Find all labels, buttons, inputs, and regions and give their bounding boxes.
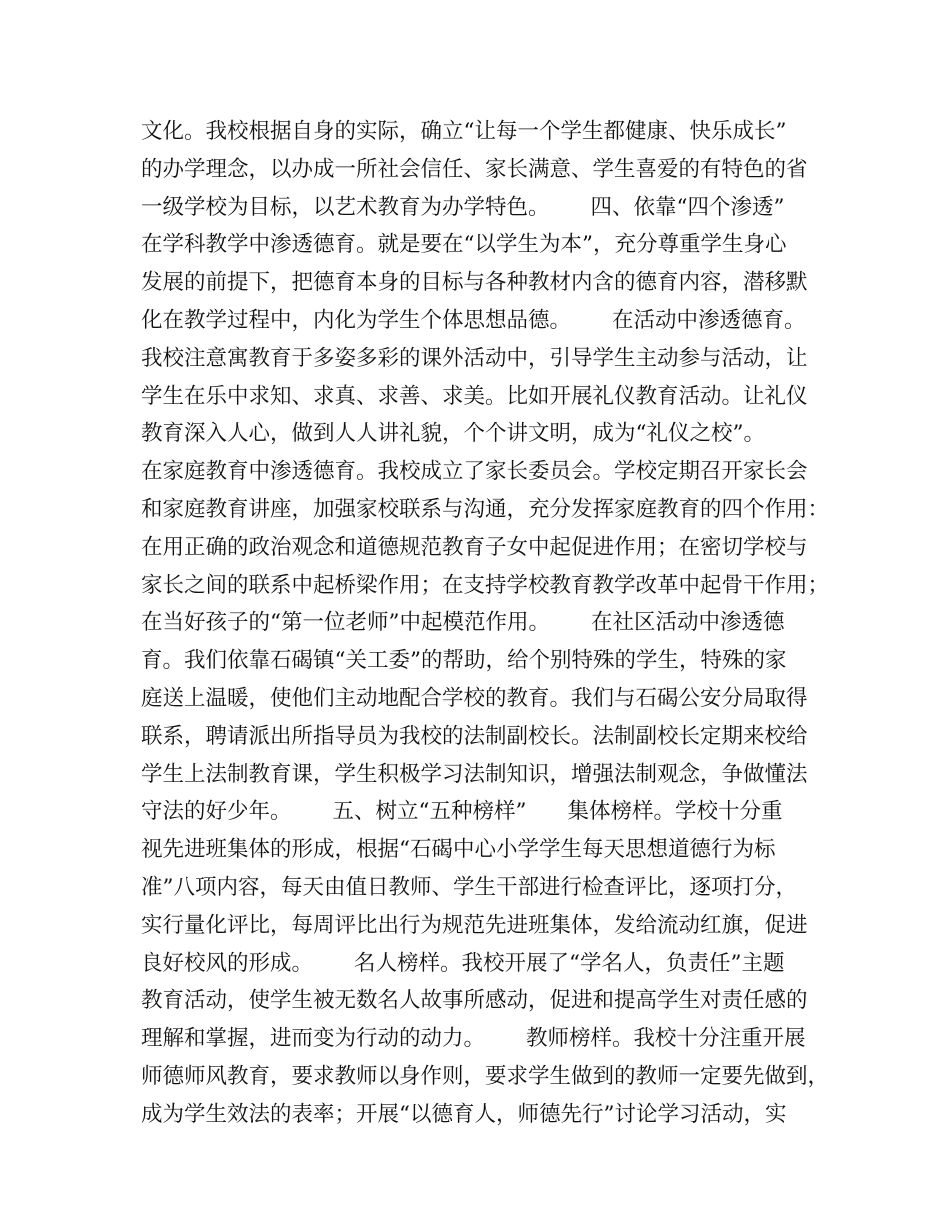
text-line: 化在教学过程中，内化为学生个体思想品德。 在活动中渗透德育。 <box>141 307 806 333</box>
text-line: 师德师风教育，要求教师以身作则，要求学生做到的教师一定要先做到， <box>141 1063 830 1089</box>
text-line: 文化。我校根据自身的实际，确立“让每一个学生都健康、快乐成长” <box>141 119 787 144</box>
text-line: 庭送上温暖，使他们主动地配合学校的教育。我们与石碣公安分局取得 <box>141 685 808 711</box>
text-line: 和家庭教育讲座，加强家校联系与沟通，充分发挥家庭教育的四个作用： <box>141 496 830 522</box>
text-line: 守法的好少年。 五、树立“五种榜样” 集体榜样。学校十分重 <box>141 799 783 825</box>
text-line: 在用正确的政治观念和道德规范教育子女中起促进作用；在密切学校与 <box>141 534 808 560</box>
text-line: 学生在乐中求知、求真、求善、求美。比如开展礼仪教育活动。让礼仪 <box>141 383 808 409</box>
text-line: 视先进班集体的形成，根据“石碣中心小学学生每天思想道德行为标 <box>141 837 776 863</box>
document-body <box>141 113 830 1134</box>
text-line: 在家庭教育中渗透德育。我校成立了家长委员会。学校定期召开家长会 <box>141 459 808 485</box>
text-line: 育。我们依靠石碣镇“关工委”的帮助，给个别特殊的学生，特殊的家 <box>141 648 787 674</box>
text-line: 良好校风的形成。 名人榜样。我校开展了“学名人，负责任”主题 <box>141 950 785 976</box>
text-line: 理解和掌握，进而变为行动的动力。 教师榜样。我校十分注重开展 <box>141 1026 806 1052</box>
text-line: 一级学校为目标，以艺术教育为办学特色。 四、依靠“四个渗透” <box>141 194 785 220</box>
text-line: 教育深入人心，做到人人讲礼貌，个个讲文明，成为“礼仪之校”。 <box>141 421 765 447</box>
text-line: 学生上法制教育课，学生积极学习法制知识，增强法制观念，争做懂法 <box>141 761 808 787</box>
text-line: 家长之间的联系中起桥梁作用；在支持学校教育教学改革中起骨干作用； <box>141 572 830 598</box>
text-line: 成为学生效法的表率；开展“以德育人，师德先行”讨论学习活动，实 <box>141 1101 787 1127</box>
text-line: 教育活动，使学生被无数名人故事所感动，促进和提高学生对责任感的 <box>141 988 808 1014</box>
text-line: 实行量化评比，每周评比出行为规范先进班集体，发给流动红旗，促进 <box>141 912 808 938</box>
text-line: 发展的前提下，把德育本身的目标与各种教材内含的德育内容，潜移默 <box>141 270 808 296</box>
text-line: 在学科教学中渗透德育。就是要在“以学生为本”，充分尊重学生身心 <box>141 232 787 258</box>
text-line: 我校注意寓教育于多姿多彩的课外活动中，引导学生主动参与活动，让 <box>141 345 808 371</box>
text-line: 准”八项内容，每天由值日教师、学生干部进行检查评比，逐项打分， <box>141 874 797 900</box>
text-line: 的办学理念，以办成一所社会信任、家长满意、学生喜爱的有特色的省 <box>141 156 808 182</box>
text-line: 联系，聘请派出所指导员为我校的法制副校长。法制副校长定期来校给 <box>141 723 808 749</box>
text-line: 在当好孩子的“第一位老师”中起模范作用。 在社区活动中渗透德 <box>141 610 785 636</box>
